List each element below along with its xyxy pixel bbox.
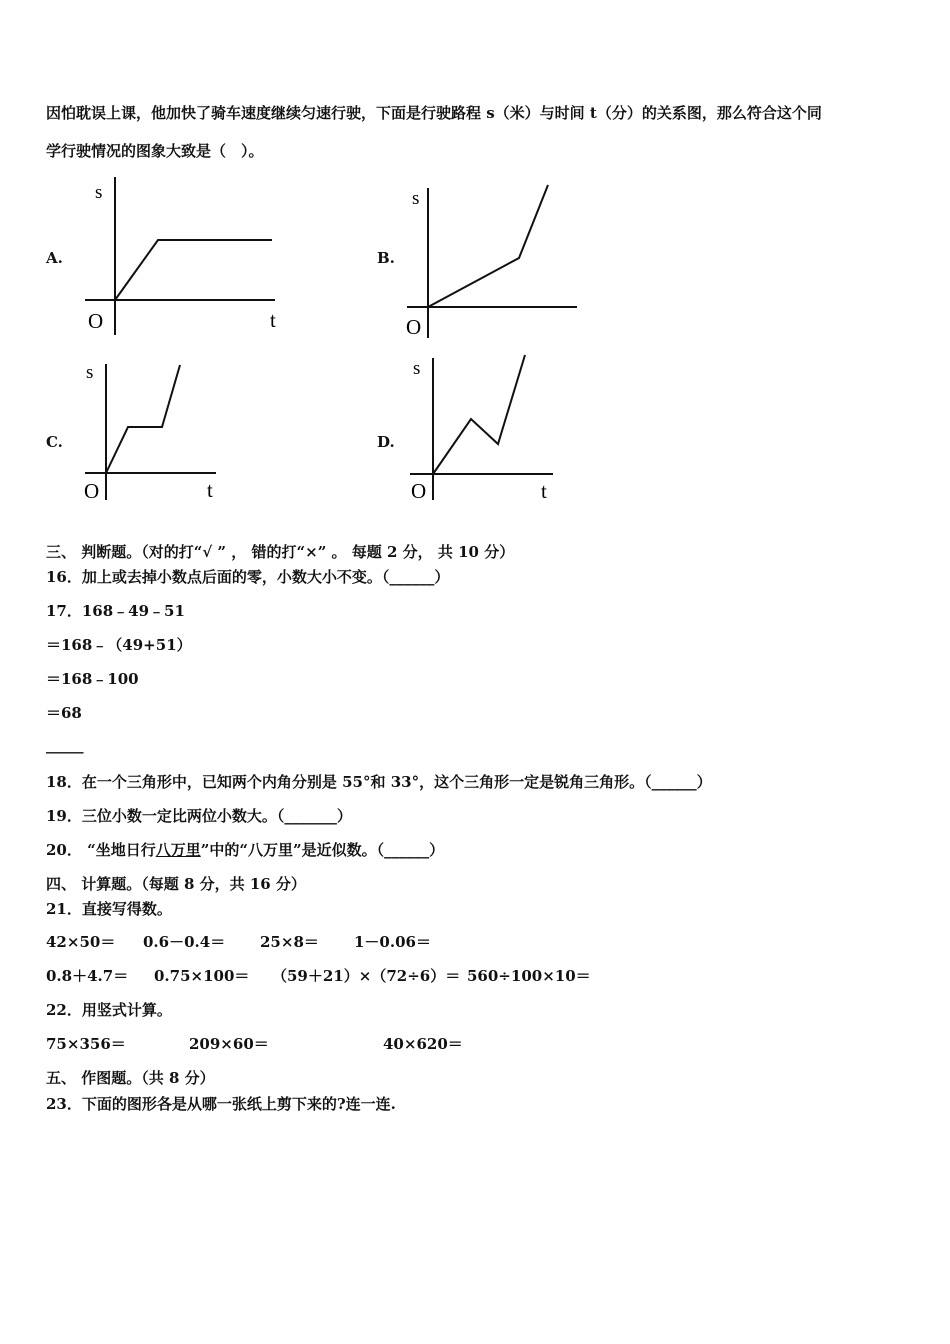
graph-d-origin: O	[411, 479, 427, 502]
calc-item: 209×60＝	[189, 1035, 269, 1053]
question-20	[46, 839, 444, 860]
graph-a-s-label: s	[95, 182, 103, 203]
calc-item: 75×356＝	[46, 1035, 126, 1053]
section-5-title: 五、 作图题。（共 8 分）	[46, 1069, 215, 1087]
option-d-label: D.	[377, 433, 395, 451]
graph-c-s-label: s	[86, 362, 94, 383]
graph-c-t-label: t	[207, 478, 213, 502]
graph-b-origin: O	[406, 315, 422, 339]
question-17-line-3: ＝168﹣100	[46, 670, 139, 688]
graph-d	[405, 352, 565, 502]
intro-line-2: 学行驶情况的图象大致是（ ）。	[46, 142, 264, 160]
question-22: 22．用竖式计算。	[46, 1001, 172, 1019]
question-21: 21．直接写得数。	[46, 900, 172, 918]
calc-item: 0.6－0.4＝	[143, 933, 226, 951]
calc-item: 42×50＝	[46, 933, 116, 951]
graph-b-curve	[428, 185, 548, 307]
question-19: 19．三位小数一定比两位小数大。（_______）	[46, 807, 352, 825]
graph-a	[80, 172, 295, 337]
question-20-prefix: 20． “坐地日行	[46, 841, 156, 859]
calc-item: （59＋21）×（72÷6）＝	[272, 967, 461, 985]
calc-item: 25×8＝	[260, 933, 319, 951]
graph-d-curve	[433, 355, 525, 474]
graph-a-t-label: t	[270, 308, 276, 332]
graph-d-s-label: s	[413, 358, 421, 379]
section-3-title: 三、 判断题。（对的打“√ ” ， 错的打“×” 。 每题 2 分， 共 10 分）	[46, 543, 515, 561]
graph-d-t-label: t	[541, 479, 547, 502]
question-17-line-2: ＝168﹣（49+51）	[46, 636, 192, 654]
intro-line-1: 因怕耽误上课，他加快了骑车速度继续匀速行驶，下面是行驶路程 s（米）与时间 t（分）的关系图，那么符合这个同	[46, 104, 822, 122]
question-16: 16．加上或去掉小数点后面的零，小数大小不变。（______）	[46, 568, 450, 586]
graph-b-s-label: s	[412, 188, 420, 209]
calc-item: 40×620＝	[383, 1035, 463, 1053]
question-20-underlined-text: 八万里	[155, 841, 201, 859]
option-b-label: B.	[377, 249, 395, 267]
option-c-label: C.	[46, 433, 63, 451]
question-17-line-1: 17．168﹣49﹣51	[46, 602, 185, 620]
calc-item: 0.75×100＝	[154, 967, 250, 985]
question-18: 18．在一个三角形中，已知两个内角分别是 55°和 33°，这个三角形一定是锐角三角形。（______）	[46, 773, 712, 791]
question-20-suffix: ”中的“八万里”是近似数。（______）	[200, 841, 445, 859]
graph-b	[402, 180, 587, 340]
graph-a-origin: O	[88, 309, 104, 333]
question-23: 23．下面的图形各是从哪一张纸上剪下来的?连一连.	[46, 1095, 396, 1113]
question-17-answer-blank: _____	[46, 736, 84, 754]
graph-a-curve	[115, 240, 272, 300]
section-4-title: 四、 计算题。（每题 8 分，共 16 分）	[46, 875, 306, 893]
option-a-label: A.	[46, 249, 63, 267]
graph-c	[80, 360, 225, 502]
calc-item: 1－0.06＝	[354, 933, 431, 951]
graph-c-curve	[106, 365, 180, 473]
graph-c-origin: O	[84, 479, 100, 502]
calc-item: 0.8＋4.7＝	[46, 967, 129, 985]
question-17-line-4: ＝68	[46, 704, 82, 722]
calc-item: 560÷100×10＝	[467, 967, 591, 985]
